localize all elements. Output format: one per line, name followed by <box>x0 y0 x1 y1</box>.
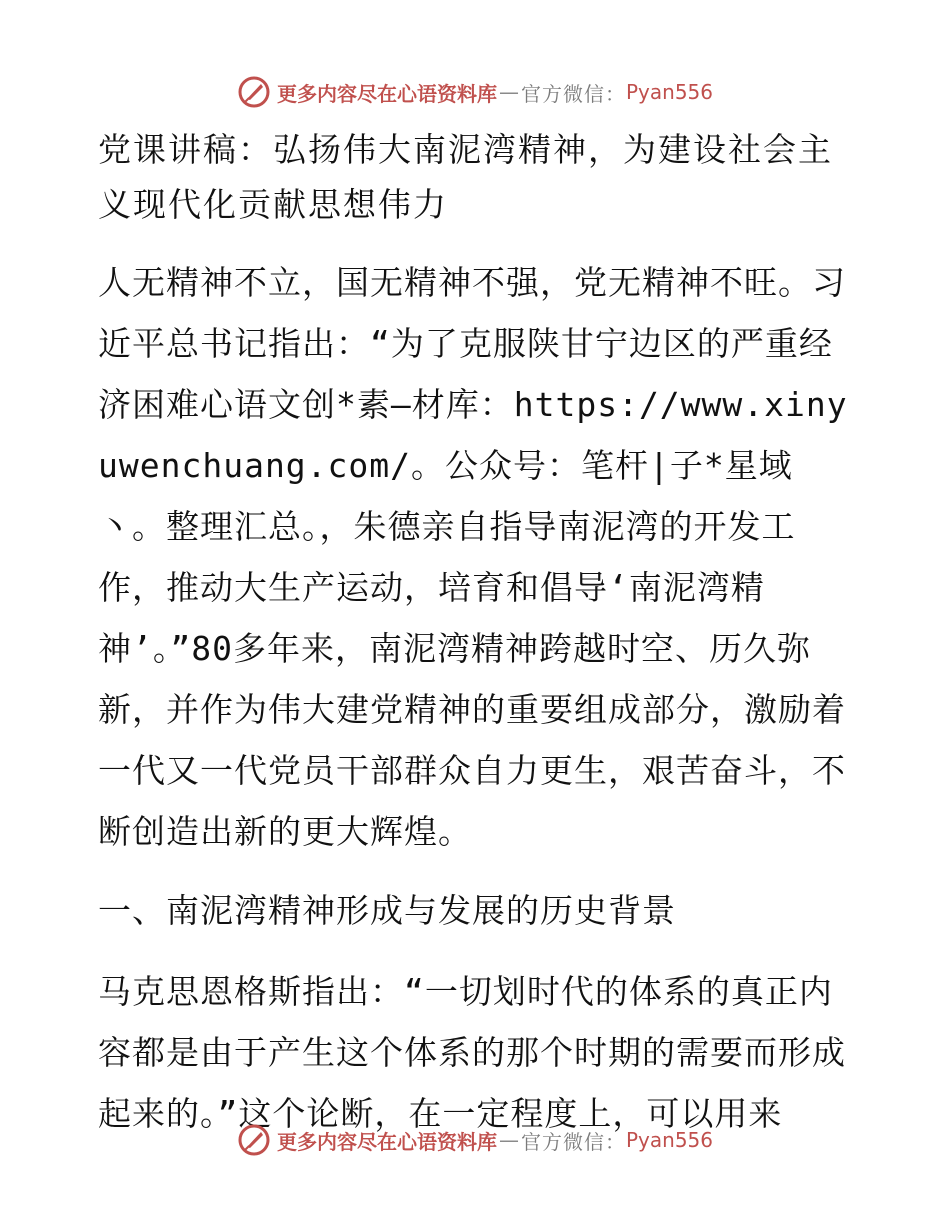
section-heading: 一、南泥湾精神形成与发展的历史背景 <box>98 891 676 930</box>
watermark-brand-text: 更多内容尽在心语资料库 <box>276 81 497 106</box>
document-title: 党课讲稿：弘扬伟大南泥湾精神，为建设社会主义现代化贡献思想伟力 <box>98 130 833 224</box>
footer-watermark <box>0 1120 950 1160</box>
watermark-brand-text: 更多内容尽在心语资料库 <box>276 1129 497 1154</box>
paragraph: 马克思恩格斯指出：“一切划时代的体系的真正内容都是由于产生这个体系的那个时期的需要而形成起来的。”这个论断，在一定程度上，可以用来 <box>98 972 846 1133</box>
watermark-handle: Pyan556 <box>625 80 713 104</box>
paragraph: 人无精神不立，国无精神不强，党无精神不旺。习近平总书记指出：“为了克服陕甘宁边区的严重经济困难心语文创*素—材库：https://www.xinyuwenchuang.com/。公众号：笔杆|子*星域丶。整理汇总。，朱德亲自指导南泥湾的开发工作，推动大生产运动，培育和倡导‘南泥湾精神’。”80多年来，南泥湾精神跨越时空、历久弥新，并作为伟大建党精神的重要组成部分，激励着一代又一代党员干部群众自力更生，艰苦奋斗，不断创造出新的更大辉煌。 <box>98 263 848 851</box>
watermark-handle: Pyan556 <box>625 1128 713 1152</box>
feather-pen-icon <box>237 1123 271 1157</box>
feather-pen-icon <box>237 75 271 109</box>
watermark-official-label: 官方微信： <box>520 81 626 106</box>
watermark-separator: — <box>498 1128 519 1152</box>
watermark-official-label: 官方微信： <box>520 1129 626 1154</box>
document-body <box>98 122 858 1144</box>
watermark-separator: — <box>498 80 519 104</box>
header-watermark <box>0 72 950 112</box>
